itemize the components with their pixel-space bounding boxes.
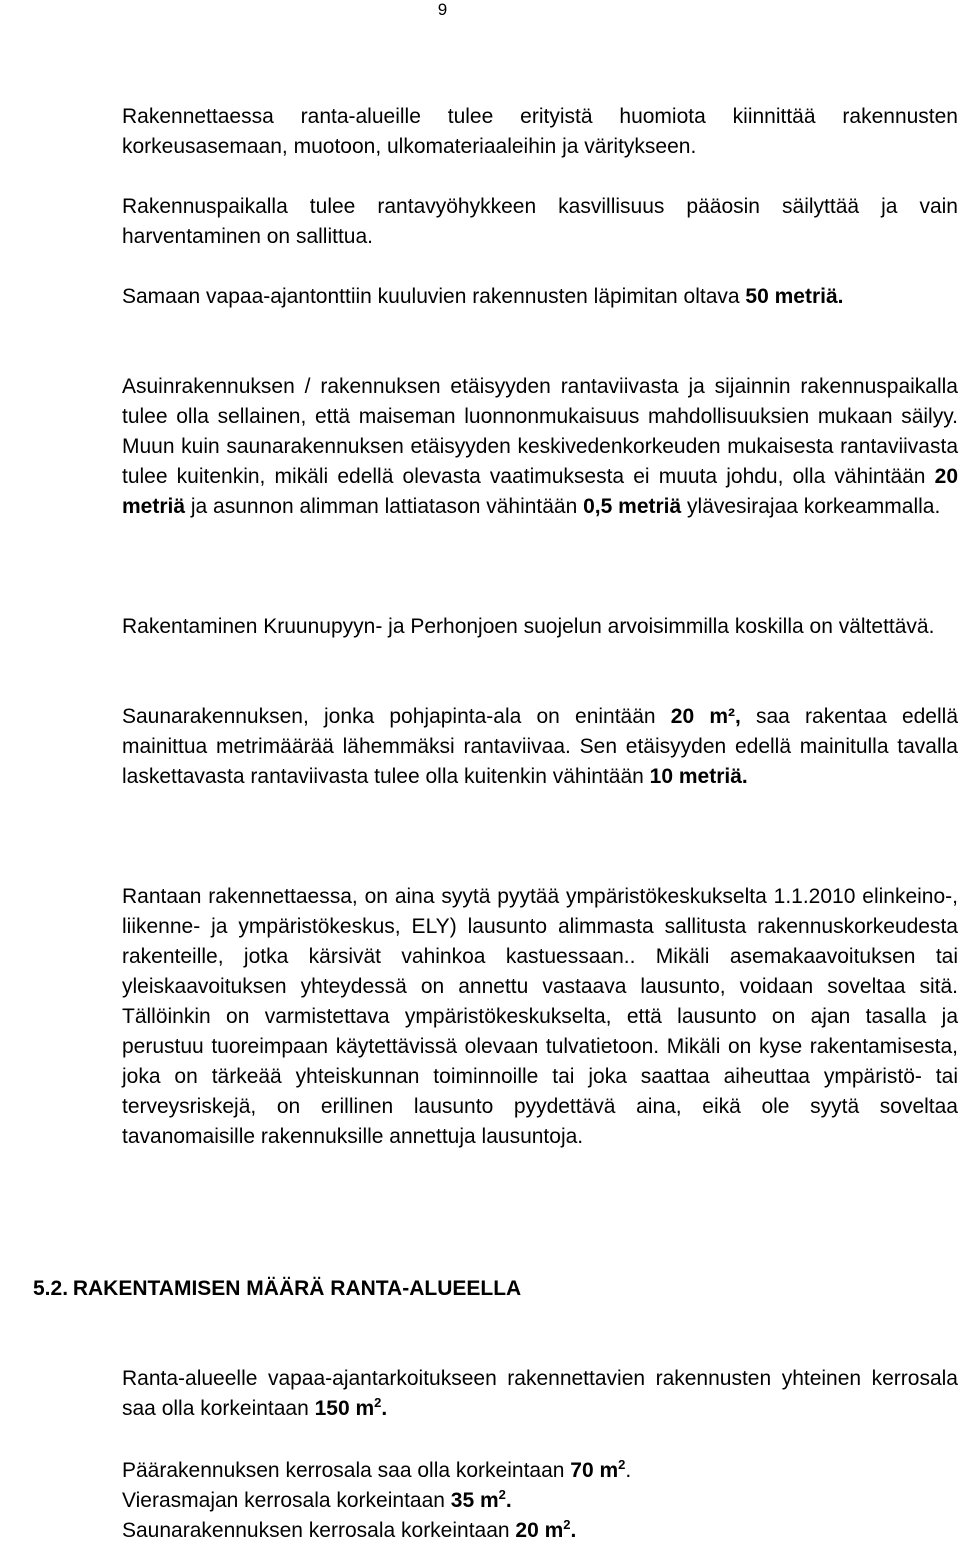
paragraph-bold: [570, 1459, 625, 1482]
paragraph-bold: 20 metriä: [122, 465, 958, 518]
paragraph-text: Saunarakennuksen, jonka pohjapinta-ala on enintään: [122, 705, 671, 728]
superscript: 2: [618, 1457, 626, 1472]
paragraph-rapids: [122, 612, 958, 642]
area-value: 70 m: [570, 1459, 619, 1482]
page-number: 9: [437, 0, 448, 19]
paragraph-text: Asuinrakennuksen / rakennuksen etäisyyden rantaviivasta ja sijainnin rakennuspaikalla tulee olla sellainen, että maiseman luonnonmukaisuus mahdollisuuksien mukaan säilyy. Muun kuin saunarakennuksen etäisyyden keskivedenkorkeuden mukaisesta rantaviivasta tulee kuitenkin, mikäli edellä olevasta vaatimuksesta ei muuta johdu, olla vähintään: [122, 375, 958, 488]
period: .: [570, 1519, 577, 1542]
paragraph-text: ja asunnon alimman lattiatason vähintään: [185, 495, 584, 518]
paragraph-text: Samaan vapaa-ajantonttiin kuuluvien rakennusten läpimitan oltava: [122, 285, 746, 308]
area-value: 35 m: [450, 1489, 499, 1512]
paragraph-vegetation: [122, 192, 958, 252]
list-item-text: Saunarakennuksen kerrosala korkeintaan: [122, 1519, 516, 1542]
paragraph-flood-statement: [122, 882, 958, 1152]
floor-area-list: [122, 1456, 958, 1546]
superscript: 2: [498, 1487, 506, 1502]
paragraph-text: ylävesirajaa korkeammalla.: [681, 495, 941, 518]
paragraph-bold: 0,5 metriä: [583, 495, 682, 518]
period: .: [505, 1489, 512, 1512]
superscript: 2: [374, 1395, 382, 1410]
paragraph-total-floor-area: [122, 1364, 958, 1424]
paragraph-bold: [451, 1489, 512, 1512]
paragraph-text: Ranta-alueelle vapaa-ajantarkoitukseen rakennettavien rakennusten yhteinen kerrosala saa olla korkeintaan: [122, 1367, 958, 1420]
paragraph-bold: [515, 1519, 576, 1542]
section-number: 5.2.: [33, 1277, 69, 1300]
paragraph-text: Rakennettaessa ranta-alueille tulee erityistä huomiota kiinnittää rakennusten korkeusasemaan, muotoon, ulkomateriaaleihin ja väritykseen.: [122, 105, 958, 158]
list-item-main-building: [122, 1456, 958, 1486]
paragraph-diameter: [122, 282, 958, 312]
area-value: 150 m: [314, 1397, 375, 1420]
paragraph-text: Rakentaminen Kruunupyyn- ja Perhonjoen suojelun arvoisimmilla koskilla on vältettävä.: [122, 615, 935, 638]
paragraph-bold: 50 metriä.: [745, 285, 844, 308]
paragraph-text: Rantaan rakennettaessa, on aina syytä pyytää ympäristökeskukselta 1.1.2010 elinkeino-, liikenne- ja ympäristökeskus, ELY) lausunto alimmasta sallitusta rakennuskorkeudesta rakenteille, jotka kärsivät vahinkoa kastuessaan.. Mikäli asemakaavoituksen tai yleiskaavoituksen yhteydessä on annettu vastaava lausunto, voidaan soveltaa sitä. Tällöinkin on varmistettava ympäristökeskukselta, että lausunto on ajan tasalla ja perustuu tuoreimpaan käytettävissä olevaan tulvatietoon. Mikäli on kyse rakentamisesta, joka on tärkeää yhteiskunnan toiminnoille tai joka saattaa aiheuttaa ympäristö- tai terveysriskejä, on erillinen lausunto pyydettävä aina, eikä ole syytä soveltaa tavanomaisille rakennuksille annettuja lausuntoja.: [122, 885, 958, 1148]
list-item-sauna: [122, 1516, 958, 1546]
paragraph-text: saa rakentaa edellä mainittua metrimäärää lähemmäksi rantaviivaa. Sen etäisyyden edellä mainitulla tavalla laskettavasta rantaviivasta tulee olla kuitenkin vähintään: [122, 705, 958, 788]
list-item-text: Vierasmajan kerrosala korkeintaan: [122, 1489, 451, 1512]
section-heading: [33, 1274, 521, 1304]
area-value: 20 m: [515, 1519, 564, 1542]
paragraph-text: Rakennuspaikalla tulee rantavyöhykkeen kasvillisuus pääosin säilyttää ja vain harventaminen on sallittua.: [122, 195, 958, 248]
paragraph-bold: [315, 1397, 388, 1420]
list-item-text: Päärakennuksen kerrosala saa olla korkeintaan: [122, 1459, 571, 1482]
paragraph-building-appearance: [122, 102, 958, 162]
paragraph-bold: 20 m²,: [670, 705, 741, 728]
period: .: [381, 1397, 388, 1420]
paragraph-sauna: [122, 702, 958, 792]
superscript: 2: [563, 1517, 571, 1532]
period: .: [625, 1459, 632, 1482]
section-title: RAKENTAMISEN MÄÄRÄ RANTA-ALUEELLA: [72, 1277, 522, 1300]
paragraph-shore-distance: [122, 372, 958, 522]
paragraph-bold: 10 metriä.: [649, 765, 748, 788]
list-item-guest-cabin: [122, 1486, 958, 1516]
